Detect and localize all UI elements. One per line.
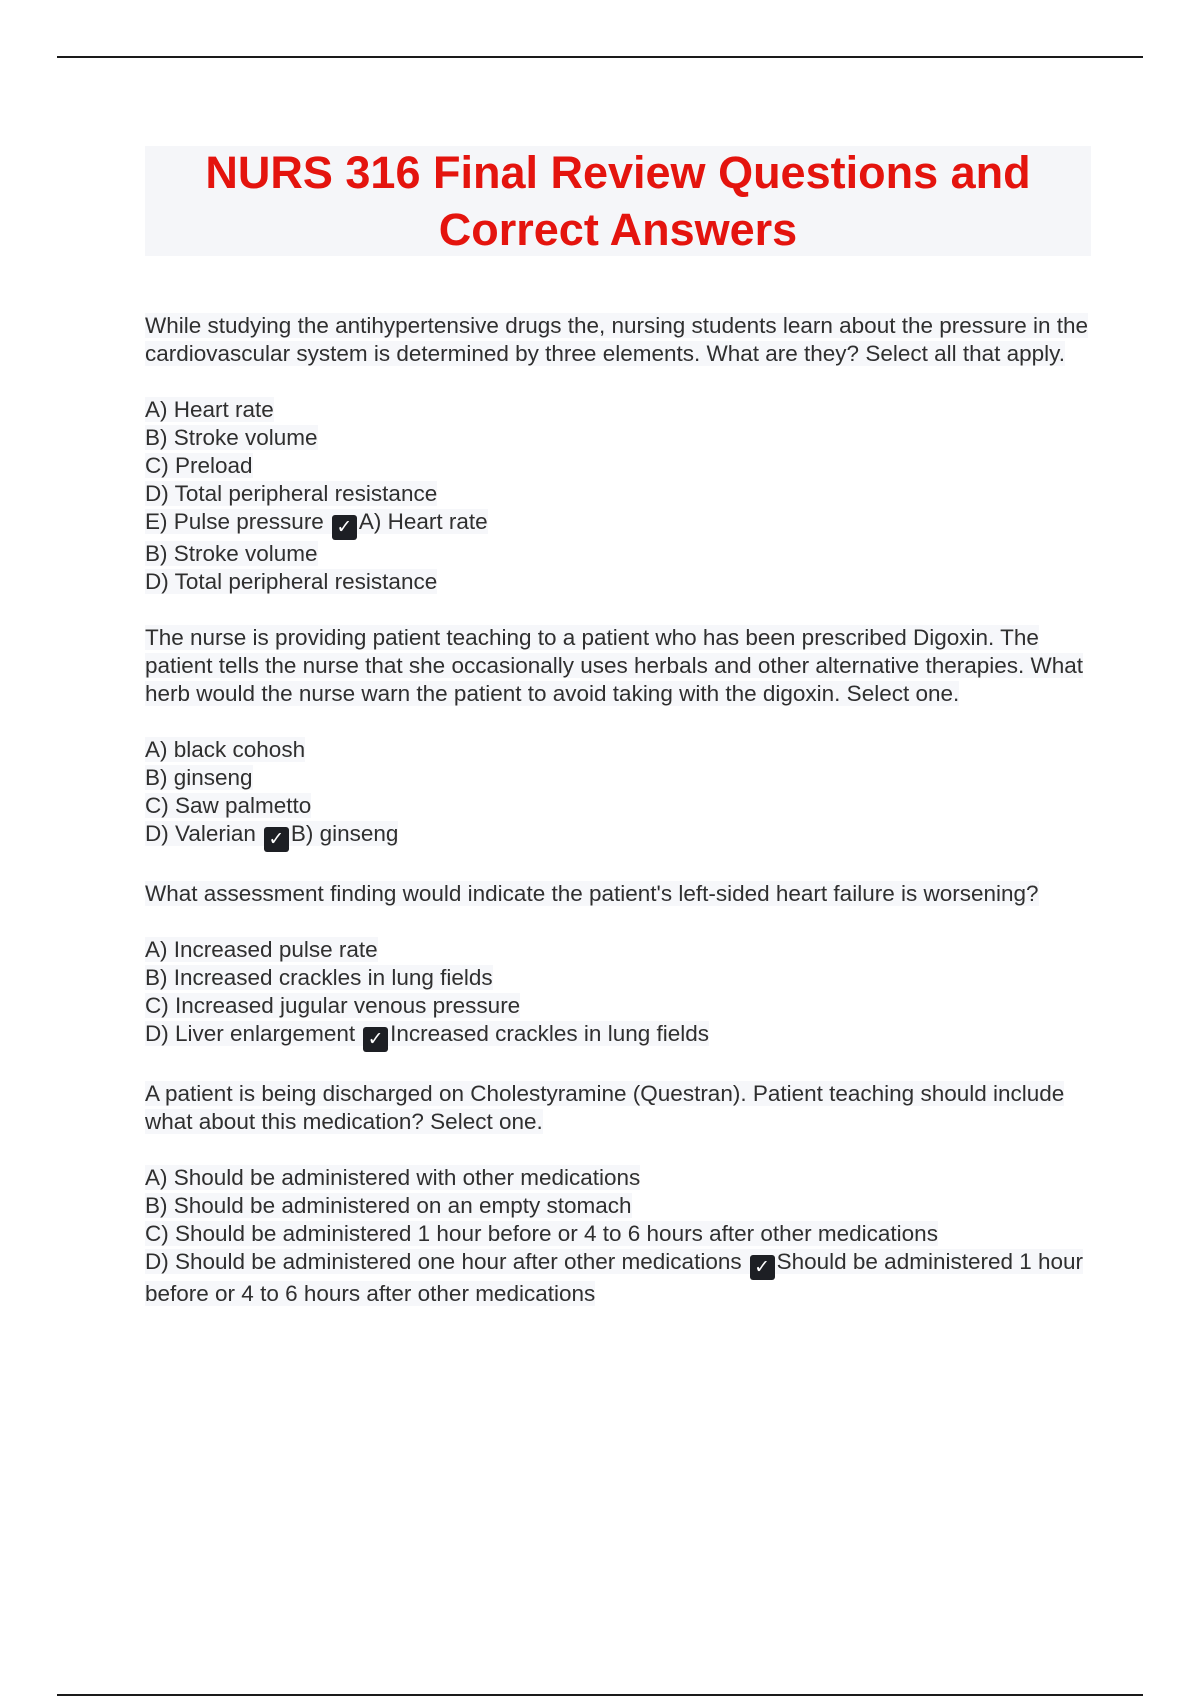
check-icon: ✓ bbox=[750, 1255, 775, 1280]
answer-line: A) Heart rate bbox=[358, 509, 488, 534]
question-block-3 bbox=[145, 880, 1091, 1052]
question-text: A patient is being discharged on Cholestyramine (Questran). Patient teaching should include what about this medication? Select one. bbox=[145, 1081, 1065, 1134]
title-box bbox=[145, 146, 1091, 256]
option-d: D) Valerian ✓ B) ginseng bbox=[145, 821, 399, 850]
option-d: D) Liver enlargement ✓ Increased crackles in lung fields bbox=[145, 1021, 710, 1050]
option-d: D) Total peripheral resistance bbox=[145, 481, 438, 506]
answer-line: D) Total peripheral resistance bbox=[145, 569, 438, 594]
option-c: C) Should be administered 1 hour before or 4 to 6 hours after other medications bbox=[145, 1221, 938, 1246]
option-c: C) Preload bbox=[145, 453, 253, 478]
option-c: C) Increased jugular venous pressure bbox=[145, 993, 521, 1018]
answer-line: Should be administered 1 hour before or 4 to 6 hours after other medications bbox=[145, 1249, 1084, 1306]
answer-line: B) Stroke volume bbox=[145, 541, 318, 566]
check-icon: ✓ bbox=[264, 827, 289, 852]
top-rule bbox=[57, 56, 1143, 58]
option-b: B) Should be administered on an empty stomach bbox=[145, 1193, 632, 1218]
option-b: B) ginseng bbox=[145, 765, 253, 790]
title-line-1: NURS 316 Final Review Questions and bbox=[205, 147, 1031, 198]
option-b: B) Increased crackles in lung fields bbox=[145, 965, 493, 990]
option-a: A) Should be administered with other medications bbox=[145, 1165, 641, 1190]
option-b: B) Stroke volume bbox=[145, 425, 318, 450]
option-d: D) Should be administered one hour after other medications ✓ Should be administered 1 hour before or 4 to 6 hours after other medications bbox=[145, 1249, 1084, 1306]
answer-line: Increased crackles in lung fields bbox=[390, 1021, 710, 1046]
question-text: What assessment finding would indicate the patient's left-sided heart failure is worsening? bbox=[145, 881, 1039, 906]
question-block-2 bbox=[145, 624, 1091, 852]
title-line-2: Correct Answers bbox=[438, 204, 798, 255]
question-list bbox=[145, 312, 1091, 1336]
option-a: A) black cohosh bbox=[145, 737, 306, 762]
question-text: While studying the antihypertensive drugs the, nursing students learn about the pressure in the cardiovascular system is determined by three elements. What are they? Select all that apply. bbox=[145, 313, 1089, 366]
page-title bbox=[205, 144, 1030, 258]
bottom-rule bbox=[57, 1694, 1143, 1696]
question-block-1 bbox=[145, 312, 1091, 596]
check-icon: ✓ bbox=[363, 1027, 388, 1052]
check-icon: ✓ bbox=[332, 515, 357, 540]
option-a: A) Heart rate bbox=[145, 397, 274, 422]
answer-line: B) ginseng bbox=[290, 821, 399, 846]
question-text: The nurse is providing patient teaching to a patient who has been prescribed Digoxin. The patient tells the nurse that she occasionally uses herbals and other alternative therapies. What herb would the nurse warn the patient to avoid taking with the digoxin. Select one. bbox=[145, 625, 1084, 706]
question-block-4 bbox=[145, 1080, 1091, 1308]
option-a: A) Increased pulse rate bbox=[145, 937, 378, 962]
option-c: C) Saw palmetto bbox=[145, 793, 312, 818]
option-e: E) Pulse pressure ✓ A) Heart rate bbox=[145, 509, 488, 538]
